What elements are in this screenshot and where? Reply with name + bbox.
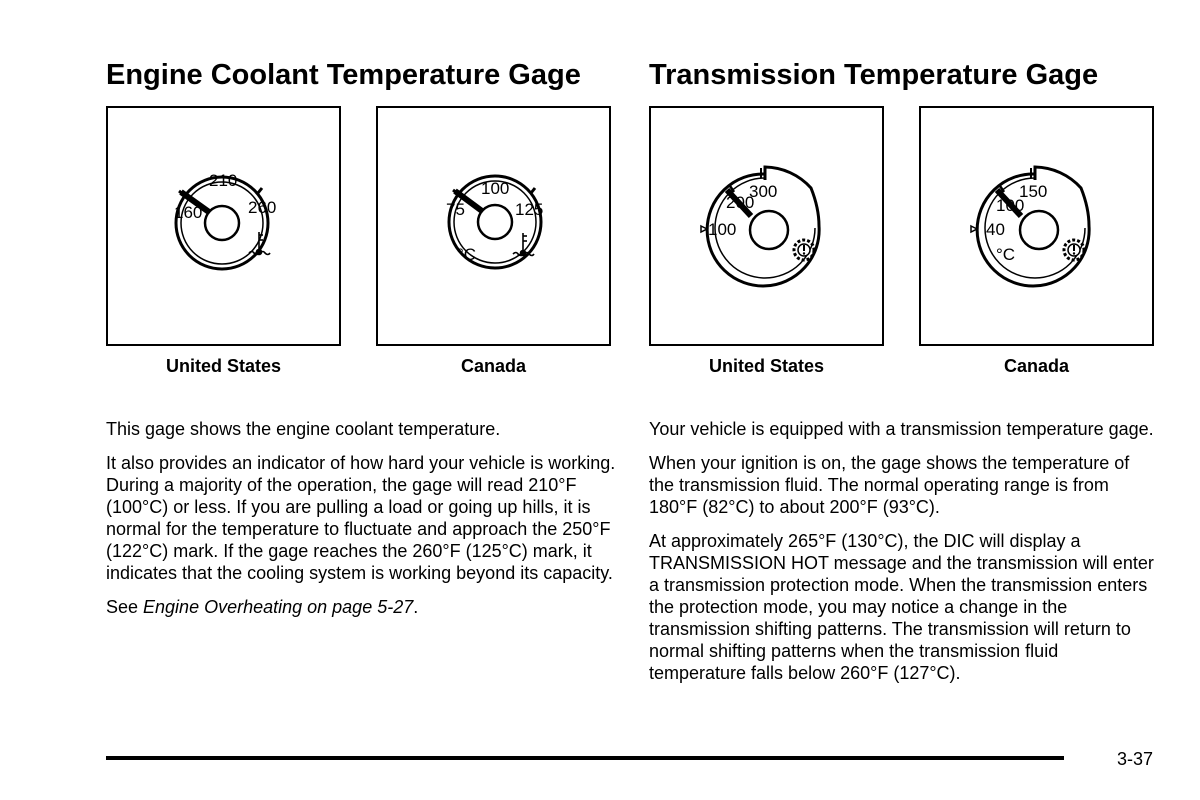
gage-hub <box>478 205 512 239</box>
coolant-heading: Engine Coolant Temperature Gage <box>106 59 581 91</box>
gage-label-125: 125 <box>515 200 544 219</box>
transmission-canada-caption: Canada <box>1003 356 1070 376</box>
gage-label-210: 210 <box>209 171 238 190</box>
gage-label-200: 200 <box>726 193 755 212</box>
coolant-body <box>106 418 616 618</box>
page-number: 3-37 <box>1117 749 1154 769</box>
coolant-canada-caption: Canada <box>460 356 527 376</box>
gage-hub <box>1020 211 1058 249</box>
coolant-figures <box>106 106 616 406</box>
coolant-us-caption: United States <box>165 356 282 376</box>
gage-label-75: 75 <box>446 200 465 219</box>
see-suffix: . <box>413 597 419 617</box>
footer-rule <box>106 756 1064 760</box>
gage-unit-celsius: °C <box>996 245 1016 264</box>
gage-label-260: 260 <box>248 198 277 217</box>
engine-overheating-link[interactable]: Engine Overheating on page 5-27 <box>143 597 414 617</box>
gage-hub <box>750 211 788 249</box>
transmission-body <box>649 418 1159 684</box>
coolant-gage-us-figure <box>106 106 341 346</box>
gage-label-100: 100 <box>481 179 510 198</box>
transmission-section <box>649 58 1159 696</box>
transmission-paragraph-1: Your vehicle is equipped with a transmission temperature gage. <box>649 419 1154 439</box>
transmission-paragraph-3: At approximately 265°F (130°C), the DIC will display a TRANSMISSION HOT message and the transmission will enter a transmission protection mode. When the transmission enters the protection mode, you may notice a change in the transmission shifting patterns. The transmission will return to normal shifting patterns when the transmission fluid temperature falls below 260°F (127°C). <box>649 531 1154 683</box>
gage-label-160: 160 <box>174 203 203 222</box>
gage-hub <box>205 206 239 240</box>
gage-label-100: 100 <box>708 220 737 239</box>
transmission-heading: Transmission Temperature Gage <box>649 59 1099 91</box>
coolant-see-reference <box>106 596 616 618</box>
gage-unit-celsius: °C <box>457 245 477 264</box>
gage-label-100: 100 <box>996 196 1025 215</box>
gage-label-300: 300 <box>749 182 778 201</box>
gage-label-40: 40 <box>986 220 1005 239</box>
transmission-gage-us-figure <box>649 106 884 346</box>
transmission-gage-canada-figure <box>919 106 1154 346</box>
coolant-paragraph-2: It also provides an indicator of how hard your vehicle is working. During a majority of the operation, the gage will read 210°F (100°C) or less. If you are pulling a load or going up hills, it is normal for the temperature to fluctuate and approach the 250°F (122°C) mark. If the gage reaches the 260°F (125°C) mark, it indicates that the cooling system is working beyond its capacity. <box>106 453 616 583</box>
coolant-paragraph-1: This gage shows the engine coolant temperature. <box>106 419 501 439</box>
transmission-figures <box>649 106 1159 406</box>
coolant-section <box>106 58 616 630</box>
transmission-paragraph-2: When your ignition is on, the gage shows the temperature of the transmission fluid. The normal operating range is from 180°F (82°C) to about 200°F (93°C). <box>649 453 1130 517</box>
see-prefix: See <box>106 597 144 617</box>
transmission-us-caption: United States <box>708 356 825 376</box>
coolant-gage-canada-figure <box>376 106 611 346</box>
gage-label-150: 150 <box>1019 182 1048 201</box>
